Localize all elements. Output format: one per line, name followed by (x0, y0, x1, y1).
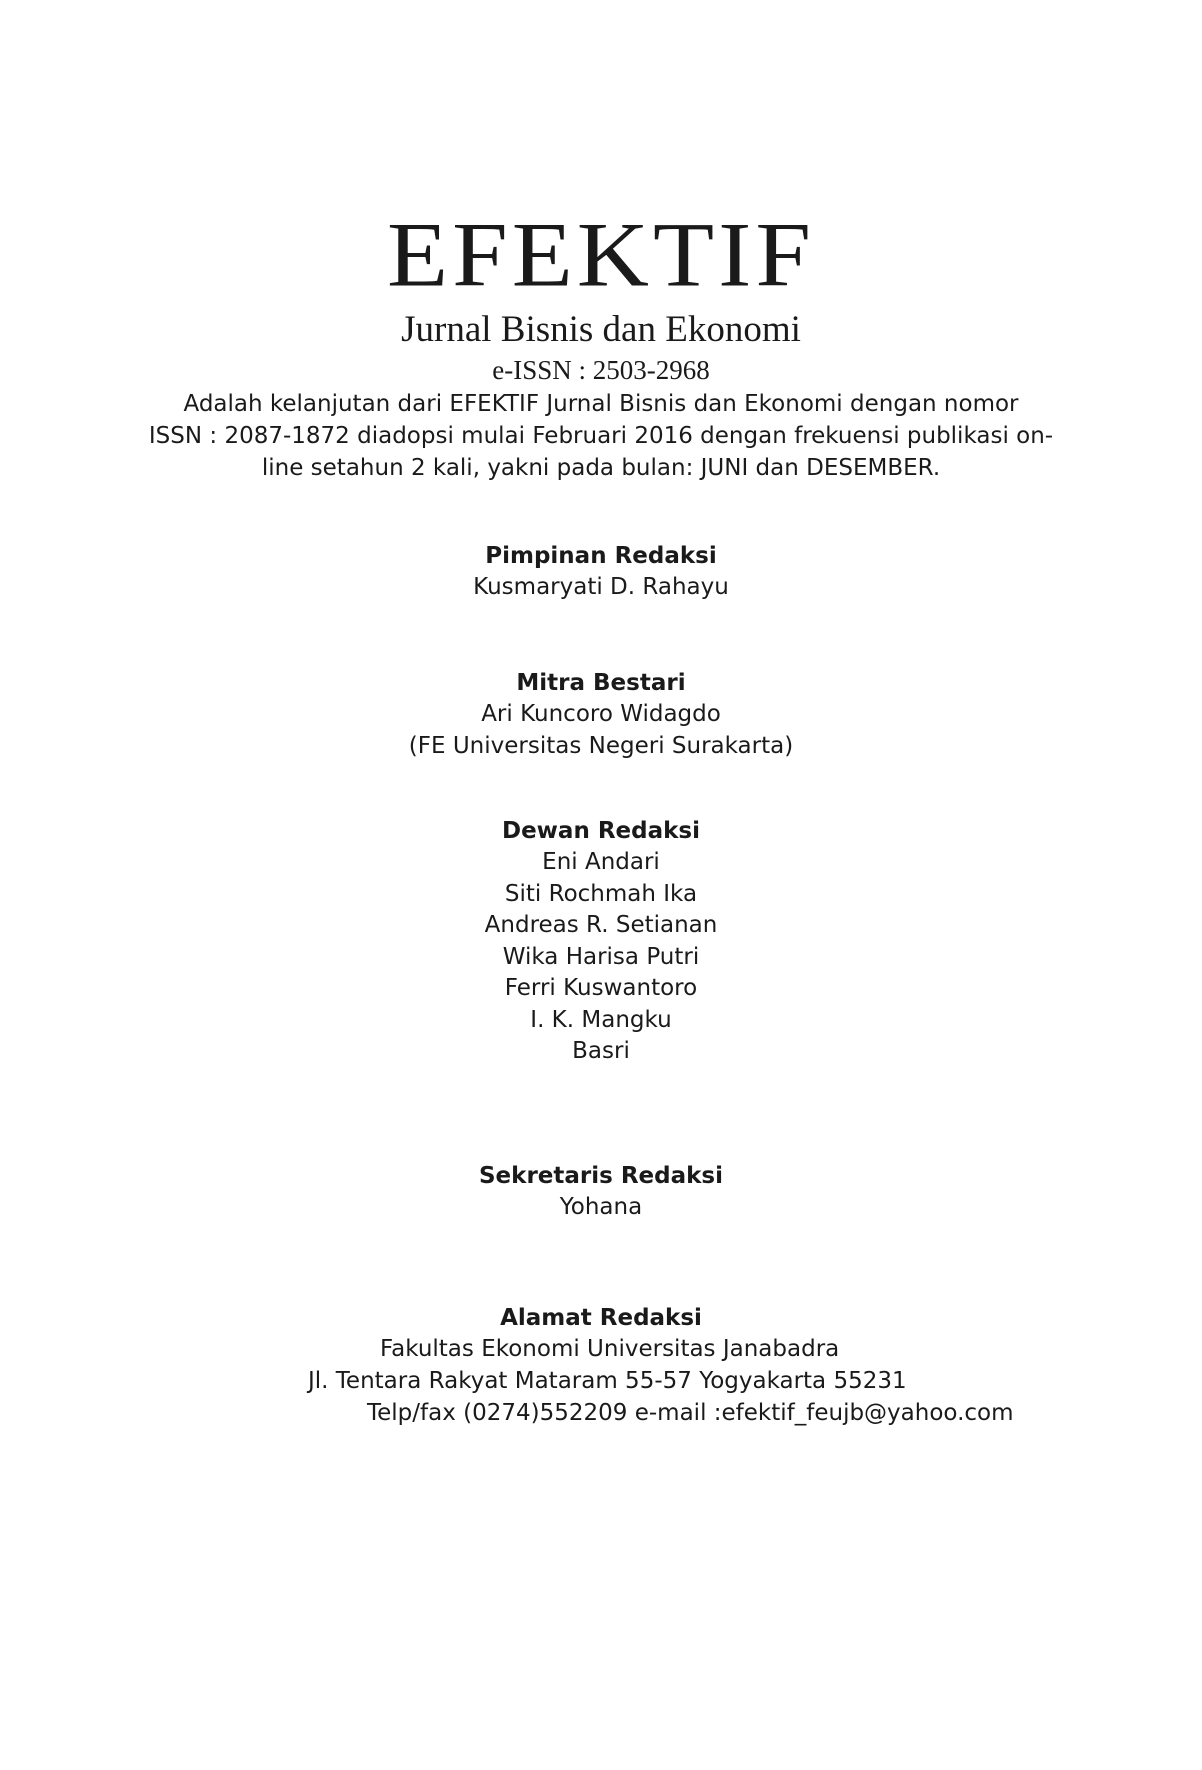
journal-eissn: e-ISSN : 2503-2968 (492, 355, 710, 385)
section-heading: Alamat Redaksi (500, 1305, 702, 1331)
section-alamat-redaksi (0, 1302, 1202, 1334)
member-name: Kusmaryati D. Rahayu (473, 574, 729, 600)
member-name: Yohana (559, 1194, 643, 1220)
address-street: Jl. Tentara Rakyat Mataram 55-57 Yogyakarta 55231 (308, 1368, 907, 1394)
member-name: Siti Rochmah Ika (504, 880, 698, 907)
address-faculty: Fakultas Ekonomi Universitas Janabadra (380, 1336, 840, 1362)
journal-subtitle: Jurnal Bisnis dan Ekonomi (401, 309, 801, 350)
section-mitra-bestari (0, 667, 1202, 762)
intro-line: Adalah kelanjutan dari EFEKTIF Jurnal Bisnis dan Ekonomi dengan nomor (183, 391, 1019, 417)
member-name: Andreas R. Setianan (484, 912, 718, 938)
section-sekretaris-redaksi (0, 1160, 1202, 1224)
intro-paragraph (0, 388, 1202, 484)
section-pimpinan-redaksi (0, 540, 1202, 604)
section-dewan-redaksi (0, 815, 1202, 1068)
member-affiliation: (FE Universitas Negeri Surakarta) (408, 732, 794, 759)
intro-line: line setahun 2 kali, yakni pada bulan: JUNI dan DESEMBER. (261, 455, 941, 481)
member-name: Eni Andari (542, 849, 660, 875)
member-name: Ari Kuncoro Widagdo (481, 701, 721, 727)
section-heading: Mitra Bestari (516, 670, 686, 696)
member-name: Ferri Kuswantoro (504, 975, 698, 1001)
member-name: Basri (572, 1038, 630, 1064)
journal-title: EFEKTIF (387, 203, 815, 306)
intro-line: ISSN : 2087-1872 diadopsi mulai Februari 2016 dengan frekuensi publikasi on- (148, 423, 1054, 449)
section-heading: Sekretaris Redaksi (478, 1163, 723, 1189)
member-name: I. K. Mangku (530, 1006, 672, 1033)
section-heading: Pimpinan Redaksi (485, 543, 717, 569)
member-name: Wika Harisa Putri (502, 943, 700, 970)
section-heading: Dewan Redaksi (501, 818, 700, 844)
address-contact: Telp/fax (0274)552209 e-mail :efektif_feujb@yahoo.com (367, 1400, 1014, 1426)
